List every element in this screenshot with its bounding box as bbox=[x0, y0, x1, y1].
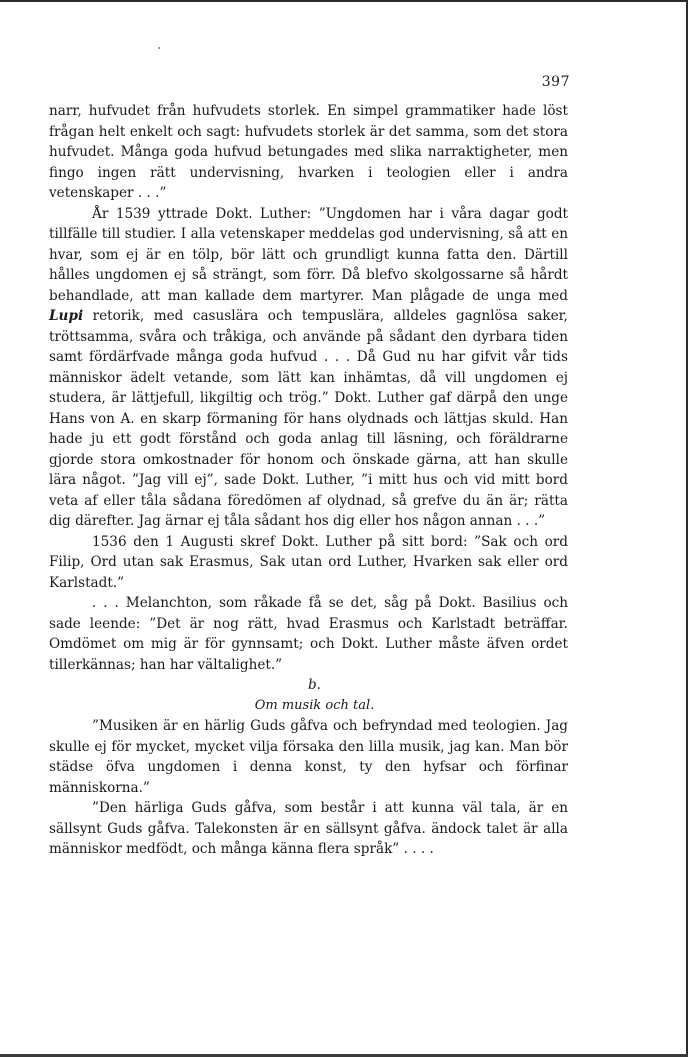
section-paragraph-2: ”Den härliga Guds gåfva, som består i att kunna väl tala, är en sällsynt Guds gåfva. Talekonsten är en sällsynt gåfva. ändock talet är alla människor medfödt, och många känna flera språk” . . . . bbox=[49, 800, 568, 857]
page-number: 397 bbox=[541, 74, 570, 90]
page-body bbox=[49, 101, 568, 860]
paragraph-3: 1536 den 1 Augusti skref Dokt. Luther på sitt bord: ”Sak och ord Filip, Ord utan sak Erasmus, Sak utan ord Luther, Hvarken sak eller ord Karlstadt.” bbox=[49, 533, 568, 591]
paragraph-2-end: retorik, med casuslära och tempuslära, alldeles gagnlösa saker, tröttsamma, svåra och tråkiga, och använde på sådant den dyrbara tiden samt fördärfvade många goda hufvud . . . Då Gud nu har gifvit vår tids människor ädelt vetande, som lätt kan inhämtas, då vill ungdomen ej studera, är lättjefull, likgiltig och trög.” Dokt. Luther gaf därpå den unge Hans von A. en skarp förmaning för hans olydnads och lättjas skuld. Han hade ju ett godt förstånd och goda anlag till läsning, och föräldrarne gjorde stora omkostnader för honom och önskade gärna, att han skulle lära något. ”Jag vill ej”, sade Dokt. Luther, ”i mitt hus och vid mitt bord veta af eller tåla sådana föredömen af olydnad, så grefve du än är; rätta dig därefter. Jag ärnar ej tåla sådant hos dig eller hos någon annan . . .” bbox=[49, 308, 568, 529]
paragraph-4: . . . Melanchton, som råkade få se det, såg på Dokt. Basilius och sade leende: ”Det är nog rätt, hvad Erasmus och Karlstadt beträffar. Omdömet om mig är för gynnsamt; och Dokt. Luther måste äfven ordet tillerkännas; han har vältalighet.” bbox=[49, 595, 568, 673]
scan-speck bbox=[158, 47, 160, 49]
paragraph-1: narr, hufvudet från hufvudets storlek. En simpel grammatiker hade löst frågan helt enkelt och sagt: hufvudets storlek är det samma, som det stora hufvudet. Många goda hufvud betungades med slika narraktigheter, men fingo ingen rätt undervisning, hvarken i teologien eller i andra vetenskaper . . .” bbox=[49, 103, 568, 201]
section-title: Om musik och tal. bbox=[254, 697, 375, 713]
paragraph-2 bbox=[49, 204, 568, 532]
section-paragraph-1: ”Musiken är en härlig Guds gåfva och befryndad med teologien. Jag skulle ej för mycket, mycket vilja försaka den lilla musik, jag kan. Man bör städse öfva ungdomen i denna konst, ty den hyfsar och förfinar människorna.” bbox=[49, 718, 568, 796]
emphasis-lupi: Lupi bbox=[49, 308, 84, 324]
scan-edge-top bbox=[0, 0, 688, 2]
paragraph-2-start: År 1539 yttrade Dokt. Luther: ”Ungdomen har i våra dagar godt tillfälle till studier. I alla vetenskaper meddelas god undervisning, så att en hvar, som ej är en tölp, bör lätt och grundligt kunna fatta den. Därtill hålles ungdomen ej så strängt, som förr. Då blefvo skolgossarne så hårdt behandlade, att man kallade dem martyrer. Man plågade de unga med bbox=[49, 205, 568, 304]
section-letter: b. bbox=[307, 677, 322, 693]
